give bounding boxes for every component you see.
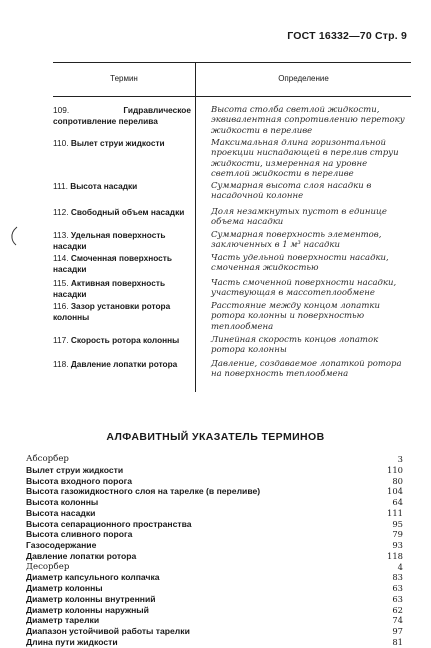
table-row-definition: Расстояние между концом лопатки ротора колонны и поверхностью теплообмена bbox=[211, 301, 380, 332]
table-row-definition: Высота столба светлой жидкости, эквивалентная сопротивлению перетоку жидкости в переливе bbox=[211, 105, 405, 136]
table-row-term: 117. Скорость ротора колонны bbox=[53, 335, 180, 345]
terms-table bbox=[53, 62, 411, 382]
table-row-term: 114. Смоченная поверхность насадки bbox=[53, 253, 172, 274]
table-row-definition: Давление, создаваемое лопаткой ротора на поверхность теплообмена bbox=[211, 359, 402, 380]
list-item: Высота газожидкостного слоя на тарелке (в переливе) 104 bbox=[26, 486, 403, 497]
list-item: Вылет струи жидкости 110 bbox=[26, 464, 403, 475]
table-row-definition: Доля незамкнутых пустот в единице объема насадки bbox=[211, 207, 387, 228]
table-row-term: 111. Высота насадки bbox=[53, 181, 138, 191]
list-item: Диаметр капсульного колпачка 83 bbox=[26, 572, 403, 583]
table-header-rule bbox=[53, 96, 411, 97]
running-header: ГОСТ 16332—70 Стр. 9 bbox=[287, 30, 407, 42]
list-item: Диапазон устойчивой работы тарелки 97 bbox=[26, 626, 403, 636]
alphabetical-index bbox=[26, 454, 403, 648]
list-item: Диаметр колонны внутренний 63 bbox=[26, 593, 403, 604]
table-row-definition: Часть смоченной поверхности насадки, участвующая в массотеплообмене bbox=[211, 278, 397, 299]
table-row-term: 109. Гидравлическое сопротивление перелива bbox=[53, 105, 191, 126]
table-row-term: 118. Давление лопатки ротора bbox=[53, 359, 178, 369]
list-item: Диаметр колонны наружный 62 bbox=[26, 604, 403, 615]
table-row-definition: Суммарная высота слоя насадки в насадочной колонне bbox=[211, 181, 372, 202]
list-item: Высота сепарационного пространства 95 bbox=[26, 518, 403, 529]
table-row-term: 115. Активная поверхность насадки bbox=[53, 278, 166, 299]
list-item: Диаметр колонны 63 bbox=[26, 583, 403, 593]
table-row-term: 110. Вылет струи жидкости bbox=[53, 138, 165, 148]
table-row-definition: Максимальная длина горизонтальной проекции ниспадающей в перелив струи жидкости, измеренная на уровне светлой жидкости в переливе bbox=[211, 138, 399, 179]
list-item: Высота насадки 111 bbox=[26, 507, 403, 518]
margin-bracket-mark bbox=[9, 226, 19, 246]
table-top-rule bbox=[53, 62, 411, 63]
table-column-divider bbox=[195, 62, 196, 392]
column-header-term: Термин bbox=[110, 74, 138, 83]
list-item: Длина пути жидкости 81 bbox=[26, 636, 403, 647]
column-header-definition: Определение bbox=[278, 74, 329, 83]
list-item: Высота сливного порога 79 bbox=[26, 529, 403, 540]
list-item: Диаметр тарелки 74 bbox=[26, 615, 403, 626]
list-item: Высота колонны 64 bbox=[26, 497, 403, 507]
table-row-definition: Суммарная поверхность элементов, заключенных в 1 м³ насадки bbox=[211, 230, 382, 251]
index-title: АЛФАВИТНЫЙ УКАЗАТЕЛЬ ТЕРМИНОВ bbox=[106, 431, 325, 443]
list-item: Газосодержание 93 bbox=[26, 540, 403, 550]
list-item: Давление лопатки ротора 118 bbox=[26, 550, 403, 561]
table-row-term: 116. Зазор установки ротора колонны bbox=[53, 301, 171, 322]
table-row-term: 113. Удельная поверхность насадки bbox=[53, 230, 166, 251]
table-row-term: 112. Свободный объем насадки bbox=[53, 207, 185, 217]
list-item: Абсорбер 3 bbox=[26, 454, 403, 464]
list-item: Десорбер 4 bbox=[26, 561, 403, 572]
list-item: Высота входного порога 80 bbox=[26, 475, 403, 486]
table-row-definition: Линейная скорость концов лопаток ротора колонны bbox=[211, 335, 379, 356]
table-row-definition: Часть удельной поверхности насадки, смоченная жидкостью bbox=[211, 253, 389, 274]
